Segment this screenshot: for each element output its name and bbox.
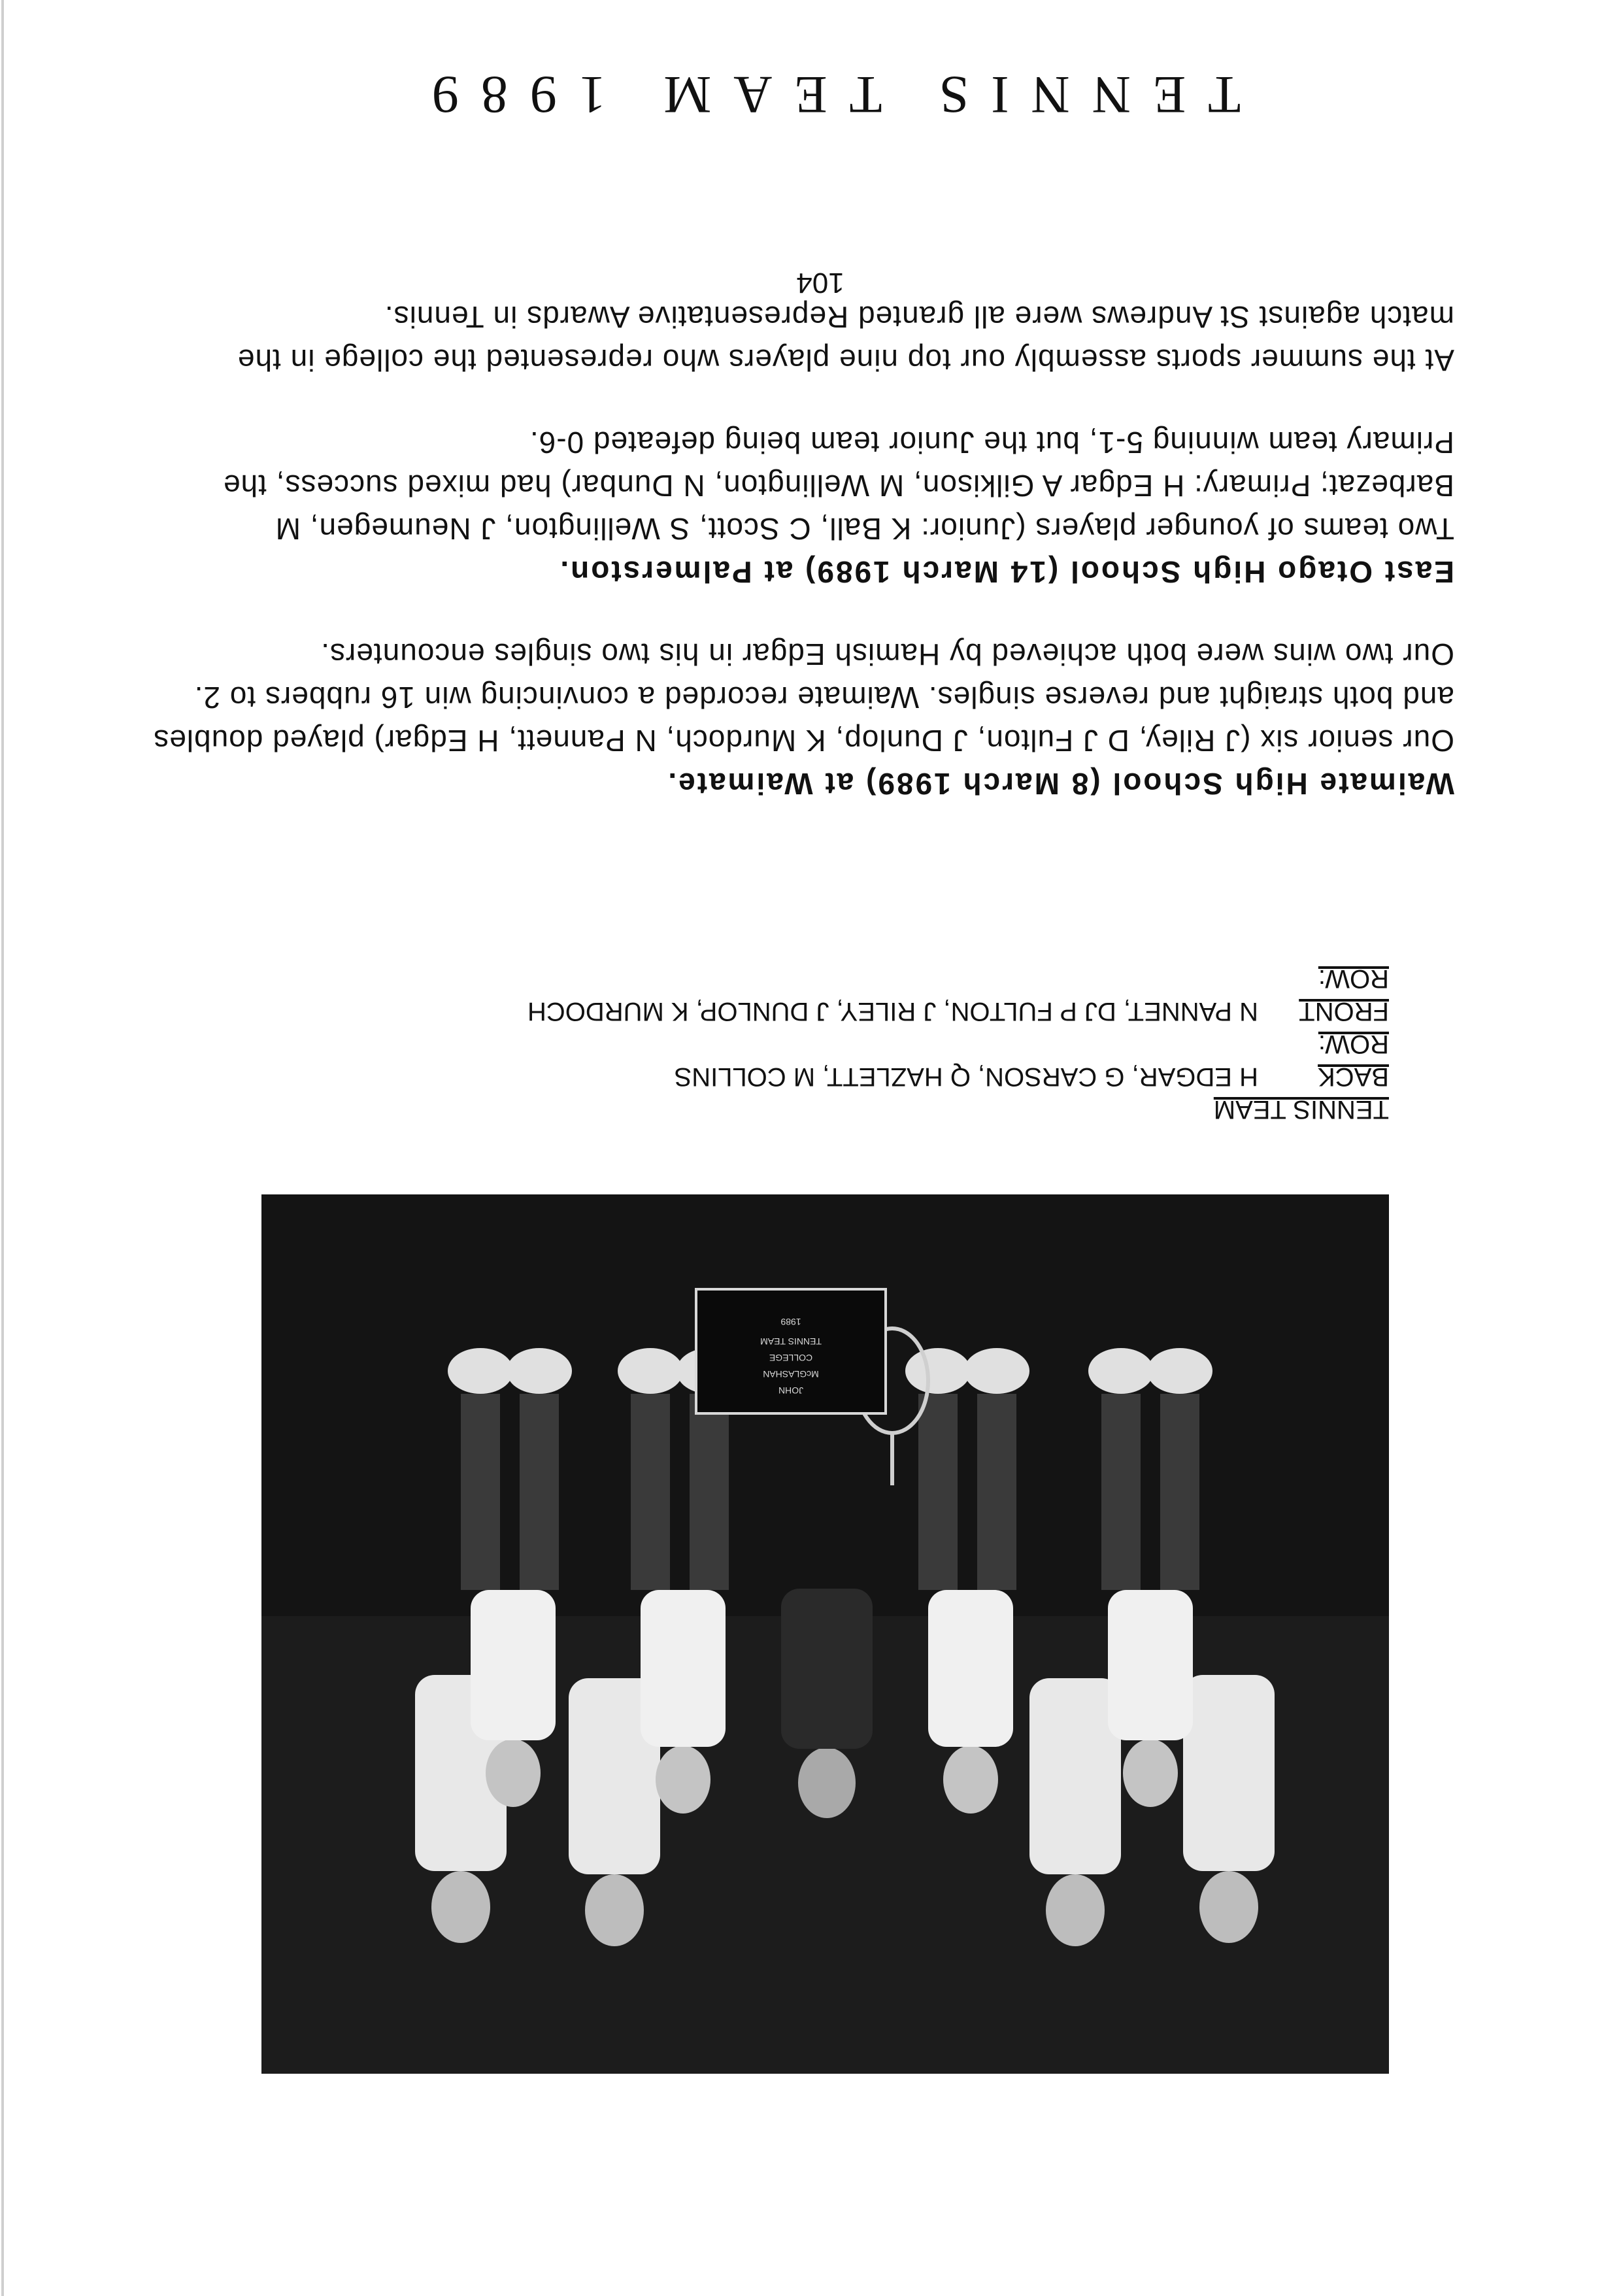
caption-back-row (527, 1028, 1389, 1093)
back-row-names: H EDGAR, G CARSON, Q HAZLETT, M COLLINS (674, 1062, 1258, 1091)
section-heading-waimate: Waimate High School (8 March 1989) at Waimate. (666, 767, 1454, 801)
sign-line-2: McGLASHAN (763, 1369, 819, 1379)
team-photo (261, 1194, 1389, 2074)
caption-team-title: TENNIS TEAM (1213, 1095, 1389, 1124)
sign-line-5: 1989 (780, 1317, 801, 1327)
section-text-east-otago: Two teams of younger players (Junior: K Ball, C Scott, S Wellington, J Neumegen, M Barbezat; Primary: H Edgar A Gilkison, M Wellington, N Dunbar) had mixed success, the Primary team winning 5-1, but the Junior team being defeated 0-6. (222, 426, 1454, 546)
article-body (147, 256, 1454, 805)
section-text-awards: At the summer sports assembly our top nine players who represented the college in the match against St Andrews were all granted Representative Awards in Tennis. (237, 300, 1454, 377)
front-row-names: N PANNET, DJ P FULTON, J RILEY, J DUNLOP, K MURDOCH (527, 997, 1258, 1026)
section-text-waimate: Our senior six (J Riley, D J Fulton, J Dunlop, K Murdoch, N Pannett, H Edgar) played doubles and both straight and reverse singles. Waimate recorded a convincing win 16 rubbers to 2. Our two wins were both achieved by Hamish Edgar in his two singles encounters. (153, 637, 1454, 758)
page-number: 104 (796, 267, 844, 299)
scan-edge-line (1, 0, 4, 2296)
caption-front-row (527, 962, 1389, 1028)
team-photo-illustration (261, 1194, 1389, 2074)
banner-title: TENNIS TEAM 1989 (409, 65, 1241, 125)
photo-caption (527, 962, 1389, 1126)
front-row-label: FRONT ROW: (1299, 964, 1389, 1026)
section-heading-east-otago: East Otago High School (14 March 1989) at Palmerston. (558, 555, 1454, 589)
back-row-label: BACK ROW: (1318, 1030, 1389, 1091)
sign-line-1: JOHN (778, 1385, 804, 1396)
sign-line-3: COLLEGE (769, 1353, 813, 1363)
sign-line-4: TENNIS TEAM (760, 1336, 822, 1347)
